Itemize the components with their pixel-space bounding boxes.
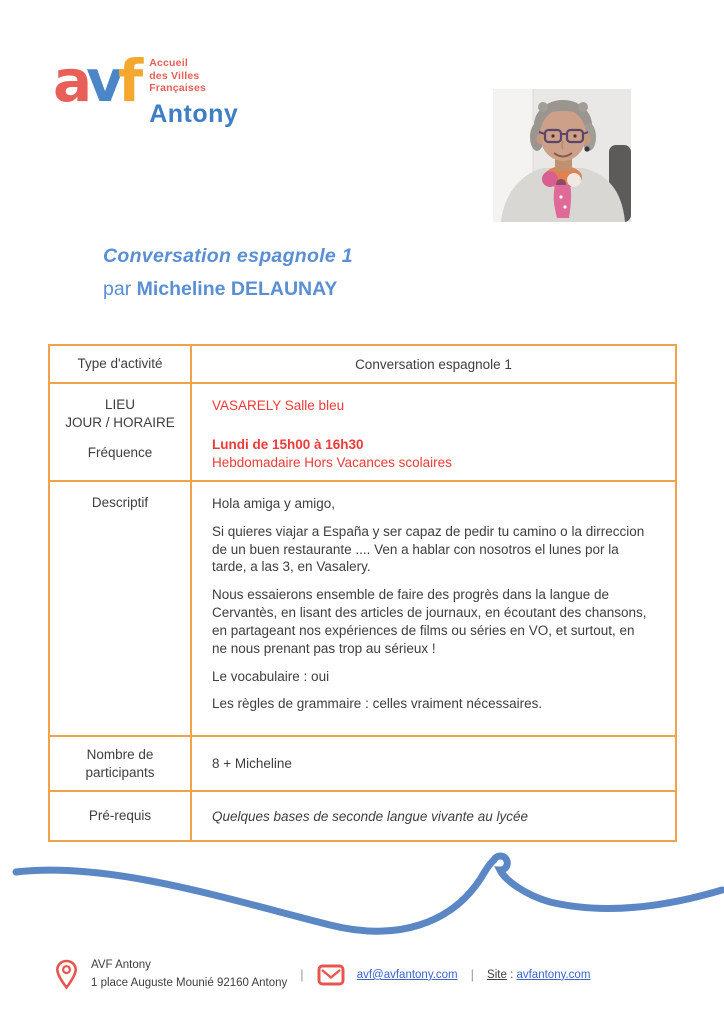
footer [55,957,590,993]
type-activite-value: Conversation espagnole 1 [355,356,512,372]
logo-tagline-line3: Françaises [149,82,207,95]
participants-label-line2: participants [85,764,155,780]
avf-logo-wordmark [53,47,138,115]
logo-text-block [149,50,238,129]
schedule-value-cell [192,384,675,482]
location-pin-icon [55,959,78,990]
prerequis-value-cell [192,792,675,840]
participants-label-line1: Nombre de [86,746,154,762]
descriptif-paragraph: Hola amiga y amigo, [212,496,336,511]
footer-street-address: 1 place Auguste Mounié 92160 Antony [91,976,288,989]
logo-letter-v: v [86,47,118,115]
location-value: VASARELY Salle bleu [212,398,345,413]
prerequis-label: Pré-requis [88,808,152,824]
prerequis-value: Quelques bases de seconde langue vivante au lycée [212,808,528,824]
logo-city-name: Antony [149,99,239,128]
activity-title: Conversation espagnole 1 [103,245,353,267]
lieu-label: LIEU [104,397,135,412]
logo-letter-f: f [117,47,138,115]
email-icon [317,964,345,986]
participants-value: 8 + Micheline [212,756,292,771]
footer-org-name: AVF Antony [91,959,151,971]
site-link[interactable]: avfantony.com [516,968,591,981]
descriptif-paragraph: Le vocabulaire : oui [212,668,330,684]
time-value: Lundi de 15h00 à 16h30 [212,437,364,453]
type-activite-label: Type d'activité [77,356,163,372]
frequence-label: Fréquence [87,445,153,461]
frequency-value: Hebdomadaire Hors Vacances scolaires [212,455,452,471]
activity-table [48,344,677,842]
descriptif-paragraph: Si quieres viajar a España y ser capaz de pedir tu camino o la dirreccion de un buen restaurante .... Ven a hablar con nosotros el lunes por la tarde, a las 3, en Vasalery. [212,523,645,575]
logo-letter-a: a [53,47,87,115]
site-label: Site [487,968,507,981]
logo-tagline [149,57,238,95]
instructor-portrait-illustration [493,89,631,222]
descriptif-paragraph: Nous essaierons ensemble de faire des progrès dans la langue de Cervantès, en lisant des articles de journaux, en écoutant des chansons, en partageant nos expériences de films ou séries en VO, et surtout, en ne nous prenant pas trop au sérieux ! [212,587,647,656]
descriptif-value-cell [192,482,675,737]
logo-tagline-line2: des Villes [149,69,200,82]
descriptif-label: Descriptif [91,495,149,510]
email-link[interactable]: avf@avfantony.com [356,968,458,981]
lieu-jour-label-cell [50,384,192,482]
wave-decoration [0,845,724,960]
footer-separator: | [300,967,304,983]
footer-separator: | [470,967,475,983]
type-activite-label-cell [50,346,192,384]
author-name: Micheline DELAUNAY [136,278,338,300]
descriptif-paragraph: Les règles de grammaire : celles vraiment nécessaires. [212,696,543,712]
activity-author-line [103,278,353,301]
participants-label-cell [50,737,192,792]
author-prefix: par [103,278,132,300]
logo-tagline-line1: Accueil [149,57,188,69]
prerequis-label-cell [50,792,192,840]
participants-value-cell [192,737,675,792]
activity-title-block [103,245,353,301]
descriptif-label-cell [50,482,192,737]
footer-address-block [91,957,287,993]
jour-horaire-label: JOUR / HORAIRE [65,414,175,430]
instructor-photo [493,89,631,222]
site-colon: : [510,968,514,981]
avf-logo [53,47,239,129]
type-activite-value-cell [192,346,675,384]
site-group [487,969,590,981]
